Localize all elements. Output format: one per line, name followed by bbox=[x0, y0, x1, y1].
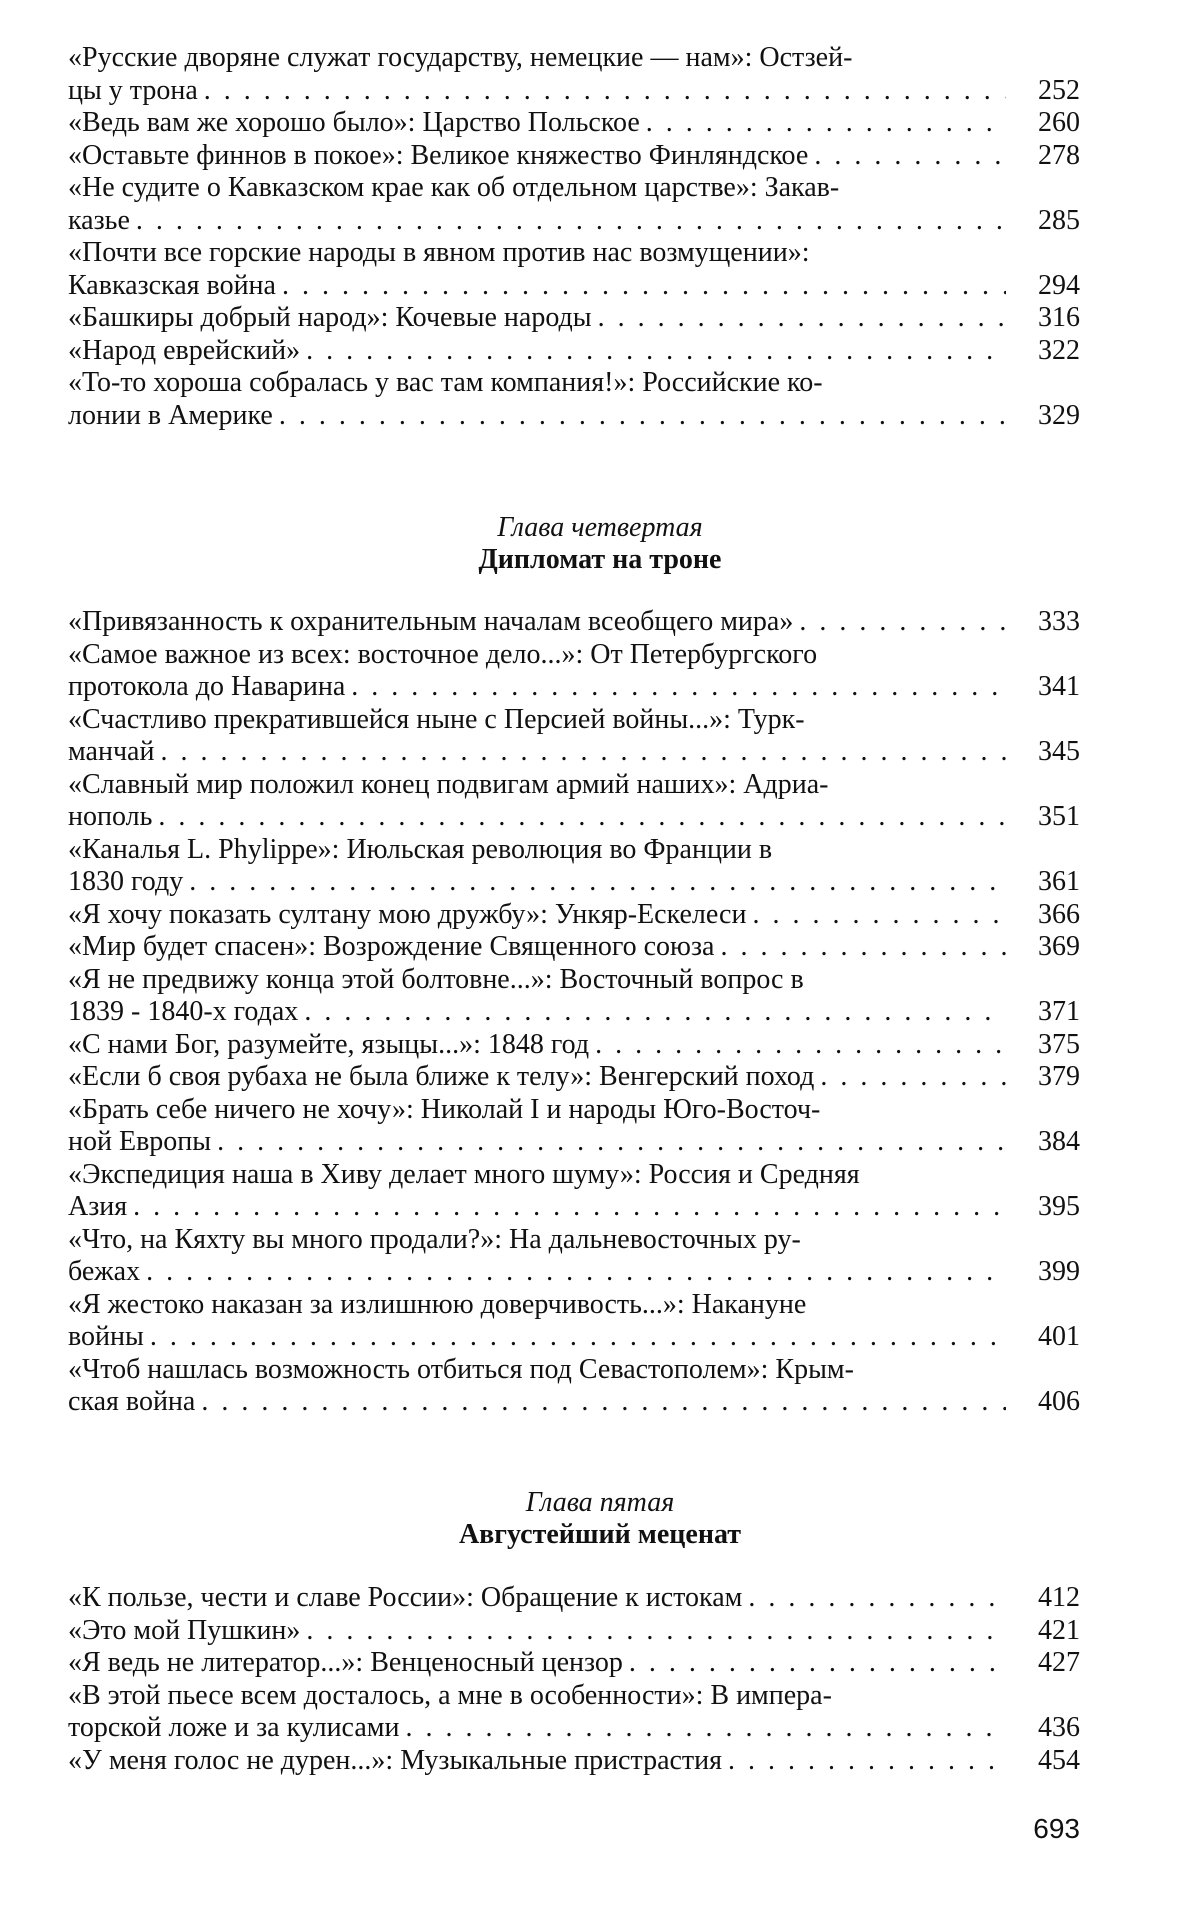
dot-leader bbox=[273, 400, 1006, 433]
dot-leader bbox=[298, 996, 1006, 1029]
toc-entry-text: «Народ еврейский» bbox=[68, 334, 301, 366]
dot-leader bbox=[195, 1386, 1006, 1419]
toc-entry-line bbox=[68, 1159, 1080, 1192]
toc-entry-text: «Славный мир положил конец подвигам армий наших»: Адриа- bbox=[68, 768, 829, 800]
toc-entry bbox=[68, 1745, 1080, 1778]
toc-entry-text: «Почти все горские народы в явном против нас возмущении»: bbox=[68, 237, 810, 268]
toc-entry-text: «Привязанность к охранительным началам всеобщего мира» bbox=[68, 606, 794, 637]
toc-entry-line bbox=[68, 205, 1080, 238]
toc-entry-text: «У меня голос не дурен...»: Музыкальные пристрастия bbox=[68, 1744, 723, 1776]
toc-entry-text: «Это мой Пушкин» bbox=[68, 1614, 301, 1646]
dot-leader bbox=[154, 736, 1006, 769]
toc-page-number: 316 bbox=[1038, 302, 1080, 333]
toc-entry-text: «Самое важное из всех: восточное дело...»: От Петербургского bbox=[68, 638, 818, 670]
toc-entry-line bbox=[68, 1680, 1080, 1713]
dot-leader bbox=[793, 606, 1006, 639]
toc-entry-text: «Если б своя рубаха не была ближе к телу»: Венгерский поход bbox=[68, 1061, 815, 1092]
toc-entry-line bbox=[68, 1647, 1080, 1680]
dot-leader bbox=[198, 75, 1006, 108]
dot-leader bbox=[399, 1712, 1006, 1745]
dot-leader bbox=[144, 1321, 1006, 1354]
toc-entry-text: манчай bbox=[68, 736, 155, 767]
dot-leader bbox=[127, 1191, 1006, 1224]
toc-entry-line bbox=[68, 1321, 1080, 1354]
toc-entry-line bbox=[68, 1191, 1080, 1224]
toc-entry-line bbox=[68, 1029, 1080, 1062]
toc-page-number: 345 bbox=[1038, 736, 1080, 767]
toc-entry-line bbox=[68, 335, 1080, 368]
toc-section-chapter-4 bbox=[68, 606, 1080, 1419]
toc-entry-text: Кавказская война bbox=[68, 269, 276, 301]
dot-leader bbox=[140, 1256, 1006, 1289]
toc-entry-text: «Счастливо прекратившейся ныне с Персией войны...»: Турк- bbox=[68, 703, 805, 735]
dot-leader bbox=[808, 140, 1006, 173]
page-number: 693 bbox=[1033, 1813, 1080, 1844]
dot-leader bbox=[814, 1061, 1006, 1094]
toc-entry bbox=[68, 1647, 1080, 1680]
toc-page-number: 436 bbox=[1038, 1712, 1080, 1743]
toc-entry-line bbox=[68, 302, 1080, 335]
toc-entry bbox=[68, 834, 1080, 899]
toc-entry-text: «Чтоб нашлась возможность отбиться под Севастополем»: Крым- bbox=[68, 1353, 854, 1385]
toc-entry-text: ская война bbox=[68, 1386, 196, 1417]
toc-entry-text: ной Европы bbox=[68, 1126, 212, 1157]
toc-page-number: 371 bbox=[1038, 996, 1080, 1027]
toc-entry bbox=[68, 1061, 1080, 1094]
toc-entry bbox=[68, 1159, 1080, 1224]
toc-entry bbox=[68, 1224, 1080, 1289]
toc-page-number: 322 bbox=[1038, 334, 1080, 366]
toc-entry-line bbox=[68, 1256, 1080, 1289]
dot-leader bbox=[152, 801, 1006, 834]
toc-entry-text: «Не судите о Кавказском крае как об отдельном царстве»: Закав- bbox=[68, 172, 840, 203]
toc-entry-text: «Оставьте финнов в покое»: Великое княжество Финляндское bbox=[68, 139, 809, 171]
toc-entry-text: казье bbox=[68, 204, 130, 236]
toc-entry-line bbox=[68, 866, 1080, 899]
toc-entry-line bbox=[68, 639, 1080, 672]
toc-entry-line bbox=[68, 834, 1080, 867]
toc-page-number: 427 bbox=[1038, 1647, 1080, 1678]
toc-entry-text: «Башкиры добрый народ»: Кочевые народы bbox=[68, 302, 592, 333]
toc-entry-line bbox=[68, 107, 1080, 140]
dot-leader bbox=[623, 1647, 1006, 1680]
toc-page-number: 252 bbox=[1038, 74, 1080, 106]
toc-entry bbox=[68, 1354, 1080, 1419]
toc-entry bbox=[68, 335, 1080, 368]
toc-section-chapter-5 bbox=[68, 1582, 1080, 1777]
toc-entry bbox=[68, 367, 1080, 432]
toc-entry-line bbox=[68, 1745, 1080, 1778]
toc-entry-text: «С нами Бог, разумейте, языцы...»: 1848 год bbox=[68, 1028, 590, 1060]
dot-leader bbox=[589, 1029, 1006, 1062]
toc-page-number: 401 bbox=[1038, 1321, 1080, 1352]
toc-entry-line bbox=[68, 1094, 1080, 1127]
toc-entry bbox=[68, 931, 1080, 964]
toc-entry-line bbox=[68, 1289, 1080, 1322]
chapter-heading-4 bbox=[0, 512, 1200, 576]
toc-entry-line bbox=[68, 270, 1080, 303]
toc-entry-line bbox=[68, 996, 1080, 1029]
toc-page-number: 421 bbox=[1038, 1614, 1080, 1646]
toc-entry-line bbox=[68, 1061, 1080, 1094]
toc-page-number: 454 bbox=[1038, 1744, 1080, 1776]
toc-entry bbox=[68, 704, 1080, 769]
toc-entry bbox=[68, 302, 1080, 335]
toc-entry-line bbox=[68, 606, 1080, 639]
toc-page-number: 278 bbox=[1038, 139, 1080, 171]
dot-leader bbox=[746, 899, 1006, 932]
toc-entry-line bbox=[68, 736, 1080, 769]
toc-entry bbox=[68, 172, 1080, 237]
dot-leader bbox=[183, 866, 1006, 899]
toc-entry-line bbox=[68, 1712, 1080, 1745]
toc-entry-line bbox=[68, 1224, 1080, 1257]
dot-leader bbox=[300, 335, 1006, 368]
toc-page-number: 395 bbox=[1038, 1191, 1080, 1222]
toc-entry bbox=[68, 237, 1080, 302]
toc-entry-text: «Каналья L. Phylippe»: Июльская революция во Франции в bbox=[68, 833, 773, 865]
toc-entry-text: «Что, на Кяхту вы много продали?»: На дальневосточных ру- bbox=[68, 1223, 801, 1255]
dot-leader bbox=[300, 1615, 1006, 1648]
toc-entry bbox=[68, 1029, 1080, 1062]
toc-page-number: 384 bbox=[1038, 1126, 1080, 1157]
chapter-heading-5 bbox=[0, 1487, 1200, 1551]
toc-entry-text: нополь bbox=[68, 801, 153, 832]
toc-entry bbox=[68, 606, 1080, 639]
toc-entry-text: «Я не предвижу конца этой болтовне...»: Восточный вопрос в bbox=[68, 963, 804, 995]
dot-leader bbox=[130, 205, 1006, 238]
toc-page-number: 294 bbox=[1038, 269, 1080, 301]
toc-page-number: 379 bbox=[1038, 1061, 1080, 1092]
toc-entry bbox=[68, 140, 1080, 173]
toc-entry-text: «Я ведь не литератор...»: Венценосный цензор bbox=[68, 1647, 623, 1678]
toc-entry-line bbox=[68, 964, 1080, 997]
toc-entry-text: лонии в Америке bbox=[68, 399, 273, 431]
chapter-title: Дипломат на троне bbox=[478, 544, 722, 575]
dot-leader bbox=[592, 302, 1006, 335]
toc-entry-text: войны bbox=[68, 1321, 144, 1352]
toc-entry-text: «Брать себе ничего не хочу»: Николай I и народы Юго-Восточ- bbox=[68, 1093, 821, 1125]
toc-entry-line bbox=[68, 1126, 1080, 1159]
toc-page-number: 341 bbox=[1038, 671, 1080, 702]
toc-entry bbox=[68, 1680, 1080, 1745]
toc-entry bbox=[68, 769, 1080, 834]
toc-page-number: 361 bbox=[1038, 866, 1080, 897]
toc-entry-text: 1830 году bbox=[68, 866, 184, 897]
toc-entry-line bbox=[68, 172, 1080, 205]
dot-leader bbox=[276, 270, 1006, 303]
toc-page-number: 412 bbox=[1038, 1582, 1080, 1613]
toc-entry bbox=[68, 1094, 1080, 1159]
toc-entry bbox=[68, 1582, 1080, 1615]
toc-entry-line bbox=[68, 671, 1080, 704]
toc-entry-text: протокола до Наварина bbox=[68, 671, 346, 702]
toc-entry bbox=[68, 964, 1080, 1029]
toc-entry-text: торской ложе и за кулисами bbox=[68, 1712, 400, 1743]
toc-entry-line bbox=[68, 1386, 1080, 1419]
toc-entry-line bbox=[68, 931, 1080, 964]
toc-section-continued bbox=[68, 42, 1080, 432]
toc-entry-text: цы у трона bbox=[68, 74, 198, 106]
toc-page-number: 399 bbox=[1038, 1256, 1080, 1287]
toc-entry-text: «В этой пьесе всем досталось, а мне в особенности»: В импера- bbox=[68, 1679, 832, 1711]
dot-leader bbox=[345, 671, 1006, 704]
toc-entry-text: Азия bbox=[68, 1191, 128, 1222]
dot-leader bbox=[714, 931, 1006, 964]
dot-leader bbox=[742, 1582, 1006, 1615]
chapter-label: Глава пятая bbox=[525, 1487, 675, 1518]
chapter-label: Глава четвертая bbox=[497, 512, 703, 543]
toc-page-number: 366 bbox=[1038, 898, 1080, 930]
dot-leader bbox=[640, 107, 1006, 140]
toc-page-number: 406 bbox=[1038, 1386, 1080, 1417]
toc-entry bbox=[68, 1615, 1080, 1648]
toc-entry-text: «То-то хороша собралась у вас там компания!»: Российские ко- bbox=[68, 367, 823, 398]
toc-entry-text: «Русские дворяне служат государству, немецкие — нам»: Остзей- bbox=[68, 42, 853, 73]
toc-entry-line bbox=[68, 42, 1080, 75]
toc-entry-line bbox=[68, 75, 1080, 108]
toc-entry-line bbox=[68, 899, 1080, 932]
toc-entry-line bbox=[68, 801, 1080, 834]
toc-entry-line bbox=[68, 769, 1080, 802]
toc-page-number: 329 bbox=[1038, 399, 1080, 431]
toc-page-number: 369 bbox=[1038, 931, 1080, 962]
toc-entry-line bbox=[68, 400, 1080, 433]
toc-entry-line bbox=[68, 1615, 1080, 1648]
toc-entry bbox=[68, 42, 1080, 107]
toc-entry bbox=[68, 899, 1080, 932]
toc-page-number: 285 bbox=[1038, 204, 1080, 236]
toc-entry-text: «Мир будет спасен»: Возрождение Священного союза bbox=[68, 931, 715, 962]
toc-entry bbox=[68, 107, 1080, 140]
toc-entry-line bbox=[68, 1582, 1080, 1615]
toc-entry-line bbox=[68, 704, 1080, 737]
toc-entry bbox=[68, 639, 1080, 704]
toc-entry-line bbox=[68, 1354, 1080, 1387]
toc-page-number: 375 bbox=[1038, 1028, 1080, 1060]
toc-entry-text: 1839 - 1840-х годах bbox=[68, 996, 299, 1027]
toc-page-number: 351 bbox=[1038, 801, 1080, 832]
toc-page-number: 333 bbox=[1038, 606, 1080, 637]
chapter-title: Августейший меценат bbox=[458, 1519, 742, 1550]
toc-entry-text: «К пользе, чести и славе России»: Обращение к истокам bbox=[68, 1582, 743, 1613]
toc-entry-line bbox=[68, 367, 1080, 400]
dot-leader bbox=[211, 1126, 1006, 1159]
toc-entry-text: «Ведь вам же хорошо было»: Царство Польское bbox=[68, 107, 640, 138]
toc-entry bbox=[68, 1289, 1080, 1354]
toc-entry-text: «Я хочу показать султану мою дружбу»: Ункяр-Ескелеси bbox=[68, 898, 747, 930]
toc-entry-text: бежах bbox=[68, 1256, 141, 1287]
toc-page-number: 260 bbox=[1038, 107, 1080, 138]
dot-leader bbox=[722, 1745, 1006, 1778]
toc-entry-text: «Я жестоко наказан за излишнюю доверчивость...»: Накануне bbox=[68, 1288, 807, 1320]
toc-entry-line bbox=[68, 140, 1080, 173]
toc-entry-text: «Экспедиция наша в Хиву делает много шуму»: Россия и Средняя bbox=[68, 1158, 860, 1190]
toc-entry-line bbox=[68, 237, 1080, 270]
